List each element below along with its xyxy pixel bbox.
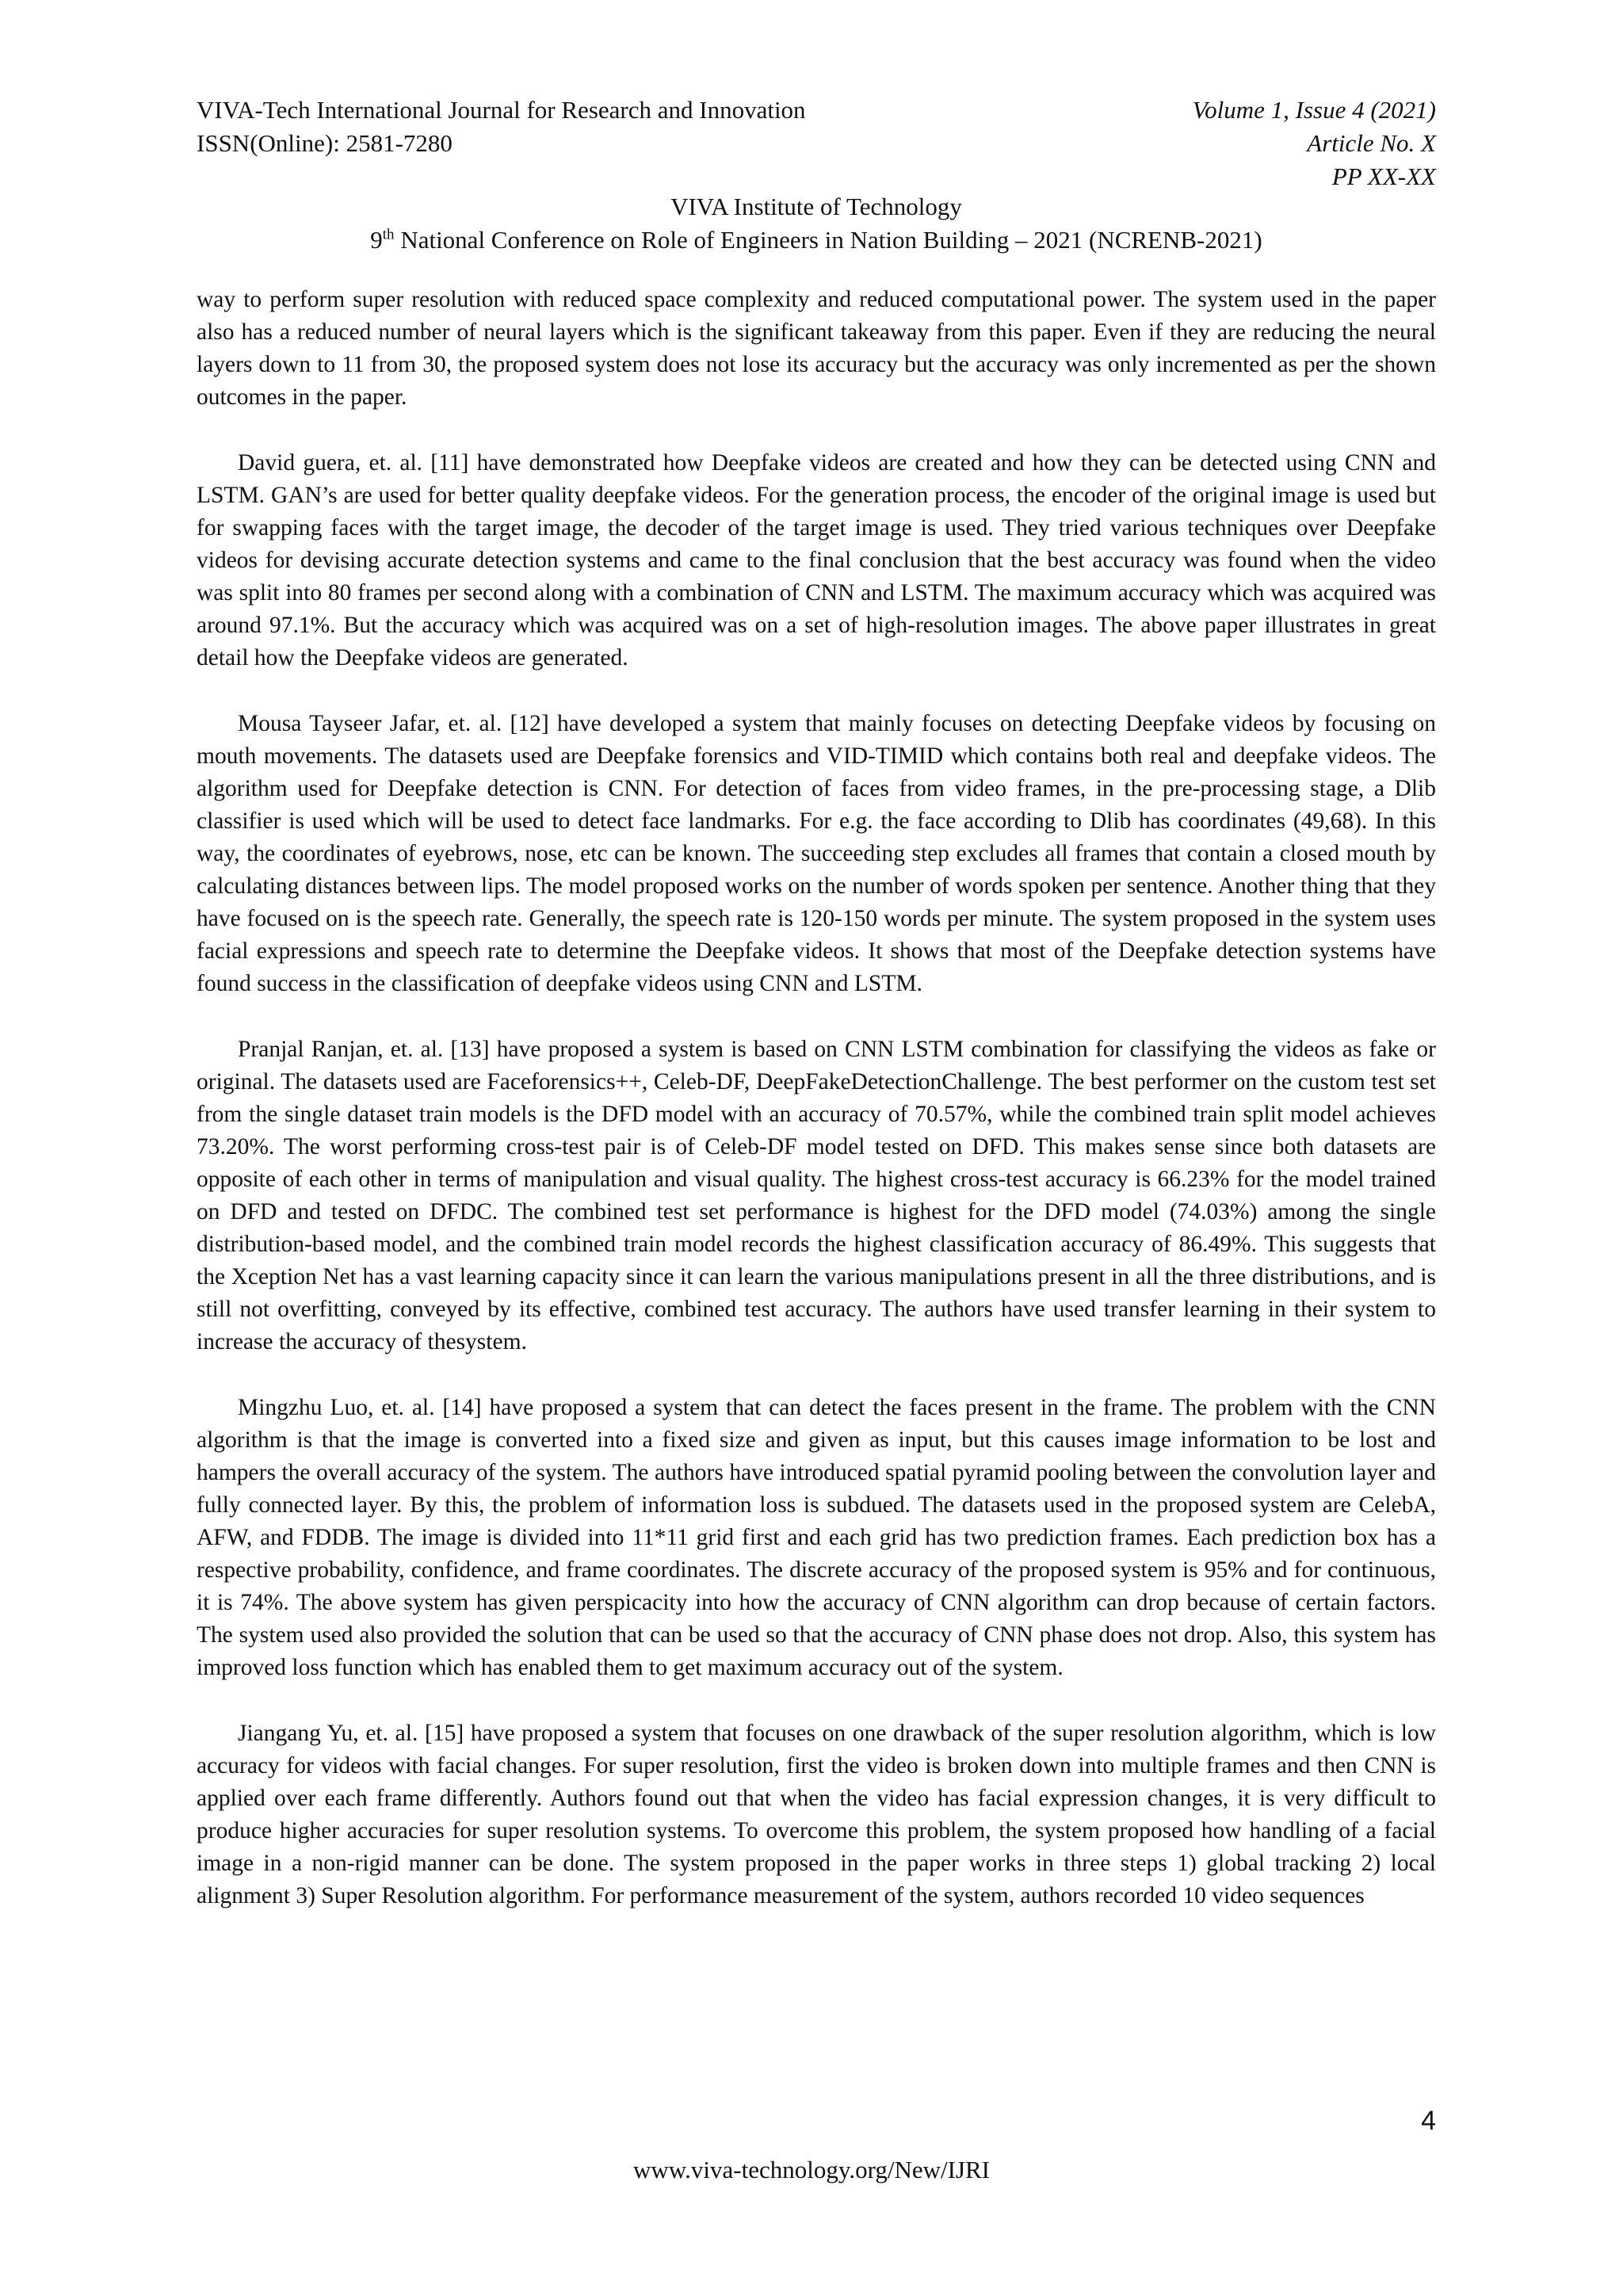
paragraph-ref-12: Mousa Tayseer Jafar, et. al. [12] have developed a system that mainly focuses on detecting Deepfake videos by focusing on mouth movements. The datasets used are Deepfake forensics and VID-TIMID which contains both real and deepfake videos. The algorithm used for Deepfake detection is CNN. For detection of faces from video frames, in the pre-processing stage, a Dlib classifier is used which will be used to detect face landmarks. For e.g. the face according to Dlib has coordinates (49,68). In this way, the coordinates of eyebrows, nose, etc can be known. The succeeding step excludes all frames that contain a closed mouth by calculating distances between lips. The model proposed works on the number of words spoken per sentence. Another thing that they have focused on is the speech rate. Generally, the speech rate is 120-150 words per minute. The system proposed in the system uses facial expressions and speech rate to determine the Deepfake videos. It shows that most of the Deepfake detection systems have found success in the classification of deepfake videos using CNN and LSTM. [197, 711, 1436, 996]
conference-ordinal: 9 [370, 226, 383, 254]
paragraph-ref-15: Jiangang Yu, et. al. [15] have proposed a system that focuses on one drawback of the super resolution algorithm, which is low accuracy for videos with facial changes. For super resolution, first the video is broken down into multiple frames and then CNN is applied over each frame differently. Authors found out that when the video has facial expression changes, it is very difficult to produce higher accuracies for super resolution systems. To overcome this problem, the system proposed how handling of a facial image in a non-rigid manner can be done. The system proposed in the paper works in three steps 1) global tracking 2) local alignment 3) Super Resolution algorithm. For performance measurement of the system, authors recorded 10 video sequences [197, 1721, 1436, 1908]
journal-header-right [1193, 94, 1436, 193]
institute-name: VIVA Institute of Technology [670, 193, 962, 220]
paragraph-ref-14: Mingzhu Luo, et. al. [14] have proposed a system that can detect the faces present in the frame. The problem with the CNN algorithm is that the image is converted into a fixed size and given as input, but this causes image information to be lost and hampers the overall accuracy of the system. The authors have introduced spatial pyramid pooling between the convolution layer and fully connected layer. By this, the problem of information loss is subdued. The datasets used in the proposed system are CelebA, AFW, and FDDB. The image is divided into 11*11 grid first and each grid has two prediction frames. Each prediction box has a respective probability, confidence, and frame coordinates. The discrete accuracy of the proposed system is 95% and for continuous, it is 74%. The above system has given perspicacity into how the accuracy of CNN algorithm can drop because of certain factors. The system used also provided the solution that can be used so that the accuracy of CNN phase does not drop. Also, this system has improved loss function which has enabled them to get maximum accuracy out of the system. [197, 1395, 1436, 1680]
journal-issn: ISSN(Online): 2581-7280 [197, 129, 453, 157]
paragraph-ref-11: David guera, et. al. [11] have demonstrated how Deepfake videos are created and how they can be detected using CNN and LSTM. GAN’s are used for better quality deepfake videos. For the generation process, the encoder of the original image is used but for swapping faces with the target image, the decoder of the target image is used. They tried various techniques over Deepfake videos for devising accurate detection systems and came to the final conclusion that the best accuracy was found when the video was split into 80 frames per second along with a combination of CNN and LSTM. The maximum accuracy which was acquired was around 97.1%. But the accuracy which was acquired was on a set of high-resolution images. The above paper illustrates in great detail how the Deepfake videos are generated. [197, 450, 1436, 670]
journal-title: VIVA-Tech International Journal for Research and Innovation [197, 96, 806, 124]
conference-line [197, 223, 1436, 257]
page-number: 4 [1421, 2106, 1436, 2136]
article-number: Article No. X [1307, 129, 1436, 157]
journal-header-left [197, 94, 806, 160]
paragraph-continuation: way to perform super resolution with reduced space complexity and reduced computational power. The system used in the paper also has a reduced number of neural layers which is the significant takeaway from this paper. Even if they are reducing the neural layers down to 11 from 30, the proposed system does not lose its accuracy but the accuracy was only incremented as per the shown outcomes in the paper. [197, 287, 1436, 410]
paragraph-ref-13: Pranjal Ranjan, et. al. [13] have proposed a system is based on CNN LSTM combination for classifying the videos as fake or original. The datasets used are Faceforensics++, Celeb-DF, DeepFakeDetectionChallenge. The best performer on the custom test set from the single dataset train models is the DFD model with an accuracy of 70.57%, while the combined train split model achieves 73.20%. The worst performing cross-test pair is of Celeb-DF model tested on DFD. This makes sense since both datasets are opposite of each other in terms of manipulation and visual quality. The highest cross-test accuracy is 66.23% for the model trained on DFD and tested on DFDC. The combined test set performance is highest for the DFD model (74.03%) among the single distribution-based model, and the combined train model records the highest classification accuracy of 86.49%. This suggests that the Xception Net has a vast learning capacity since it can learn the various manipulations present in all the three distributions, and is still not overfitting, conveyed by its effective, combined test accuracy. The authors have used transfer learning in their system to increase the accuracy of thesystem. [197, 1037, 1436, 1354]
conference-ordinal-suffix: th [382, 226, 395, 243]
page-range: PP XX-XX [1331, 162, 1436, 190]
body-text [197, 284, 1436, 1912]
conference-name: National Conference on Role of Engineers in Nation Building – 2021 (NCRENB-2021) [394, 226, 1262, 254]
volume-issue: Volume 1, Issue 4 (2021) [1192, 96, 1436, 124]
footer-url: www.viva-technology.org/New/IJRI [633, 2156, 990, 2183]
conference-header [197, 190, 1436, 257]
